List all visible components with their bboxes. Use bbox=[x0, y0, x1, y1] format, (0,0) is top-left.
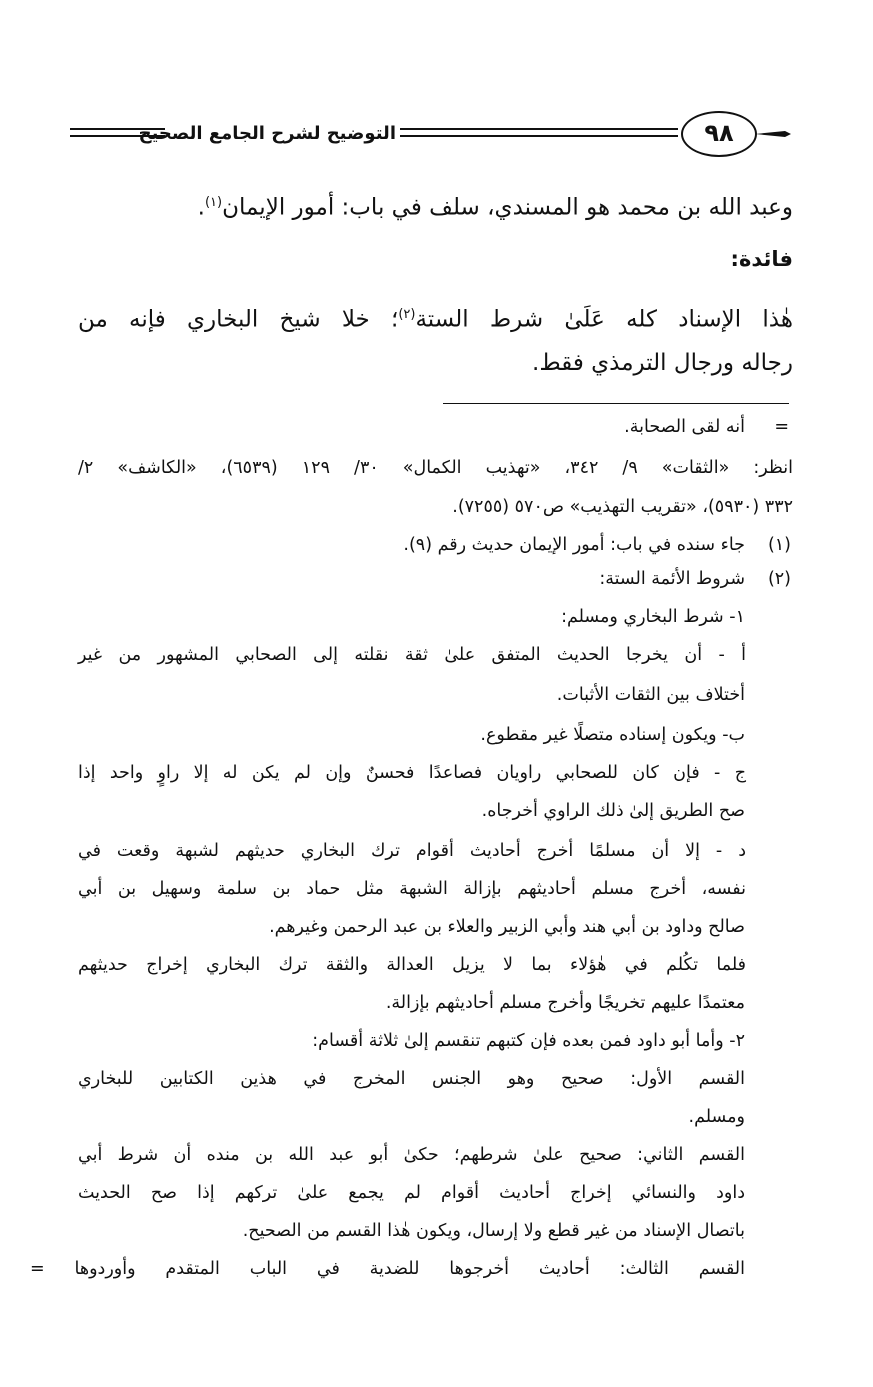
item-a-line-2: أختلاف بين الثقات الأثبات. bbox=[556, 685, 745, 705]
section-heading: فائدة: bbox=[730, 247, 793, 271]
ref-line-1: انظر: «الثقات» ٩/ ٣٤٢، «تهذيب الكمال» ٣٠/ ١٢٩ (٦٥٣٩)، «الكاشف» ٢/ bbox=[78, 458, 794, 478]
footnote-ref-1[interactable]: (١) bbox=[204, 195, 223, 210]
body-line-3: رجاله ورجال الترمذي فقط. bbox=[532, 350, 793, 376]
category-1-line-2: ومسلم. bbox=[688, 1107, 745, 1127]
item-j-line-1: ج - فإن كان للصحابي راويان فصاعدًا فحسنٌ وإن لم يكن له إلا راوٍ واحد إذا bbox=[78, 763, 746, 783]
item-d-line-4: فلما تكُلم في هٰؤلاء بما لا يزيل العدالة والثقة ترك البخاري إخراج حديثهم bbox=[78, 955, 746, 975]
ref-line-2: ٣٣٢ (٥٩٣٠)، «تقريب التهذيب» ص٥٧٠ (٧٢٥٥). bbox=[452, 497, 793, 517]
footnote-ref-2[interactable]: (٢) bbox=[398, 307, 416, 322]
footnote-2-number: (٢) bbox=[767, 569, 791, 589]
footnote-1-number: (١) bbox=[767, 535, 791, 555]
item-b-line-1: ب- ويكون إسناده متصلًا غير مقطوع. bbox=[480, 725, 745, 745]
header-rule-right-bottom bbox=[400, 135, 678, 137]
item-d-line-3: صالح وداود بن أبي هند وأبي الزبير والعلاء بن عبد الرحمن وغيرهم. bbox=[269, 917, 745, 937]
item-j-line-2: صح الطريق إلىٰ ذلك الراوي أخرجاه. bbox=[481, 801, 745, 821]
condition-1-title: ١- شرط البخاري ومسلم: bbox=[561, 607, 745, 627]
body-line-2: هٰذا الإسناد كله عَلَىٰ شرط الستة$^{(٢)}$؛ خلا شيخ البخاري فإنه من bbox=[78, 306, 793, 333]
header-rule-right-top bbox=[400, 128, 678, 130]
item-d-line-2: نفسه، أخرج مسلم أحاديثهم بإزالة الشبهة مثل حماد بن سلمة وسهيل بن أبي bbox=[78, 879, 746, 899]
header-rule-full bbox=[70, 158, 789, 159]
footnote-separator bbox=[443, 403, 789, 404]
running-title: التوضيح لشرح الجامع الصحيح bbox=[138, 123, 396, 144]
body-line-1: وعبد الله بن محمد هو المسندي، سلف في باب: أمور الإيمان$^{(١)}$. bbox=[197, 194, 793, 221]
footnote-1-text: جاء سنده في باب: أمور الإيمان حديث رقم (٩). bbox=[403, 535, 745, 555]
item-a-line-1: أ - أن يخرجا الحديث المتفق علىٰ ثقة نقلته إلى الصحابي المشهور من غير bbox=[78, 645, 746, 665]
footnote-2-text: شروط الأئمة الستة: bbox=[599, 569, 745, 589]
item-d-line-5: معتمدًا عليهم تخريجًا وأخرج مسلم أحاديثهم بإزالة. bbox=[385, 993, 745, 1013]
page-number: ٩٨ bbox=[681, 111, 757, 157]
page-number-ornament bbox=[755, 126, 791, 142]
category-3-line-1: القسم الثالث: أحاديث أخرجوها للضدية في الباب المتقدم وأوردوها = bbox=[30, 1259, 745, 1279]
condition-2-line-1: ٢- وأما أبو داود فمن بعده فإن كتبهم تنقسم إلىٰ ثلاثة أقسام: bbox=[312, 1031, 745, 1051]
category-2-line-3: باتصال الإسناد من غير قطع ولا إرسال، ويكون هٰذا القسم من الصحيح. bbox=[242, 1221, 745, 1241]
category-2-line-2: داود والنسائي إخراج أحاديث أقوام لم يجمع علىٰ تركهم إذا صح الحديث bbox=[78, 1183, 745, 1203]
footnote-continuation: أنه لقى الصحابة. bbox=[624, 417, 745, 437]
category-1-line-1: القسم الأول: صحيح وهو الجنس المخرج في هذين الكتابين للبخاري bbox=[78, 1069, 745, 1089]
category-2-line-1: القسم الثاني: صحيح علىٰ شرطهم؛ حكىٰ أبو عبد الله بن منده أن شرط أبي bbox=[78, 1145, 745, 1165]
continuation-mark: = bbox=[774, 417, 789, 437]
item-d-line-1: د - إلا أن مسلمًا أخرج أحاديث أقوام ترك البخاري حديثهم لشبهة وقعت في bbox=[78, 841, 746, 861]
